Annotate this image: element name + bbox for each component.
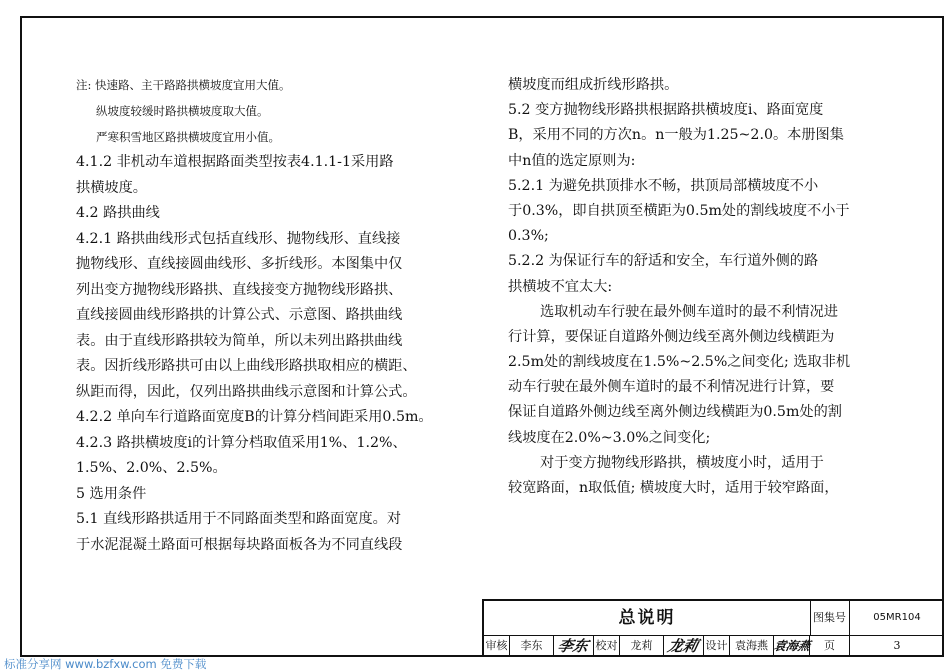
text-line: 5.2.2 为保证行车的舒适和安全，车行道外侧的路 xyxy=(508,253,819,270)
site-watermark: 标准分享网 www.bzfxw.com 免费下载 xyxy=(4,657,207,671)
check-signature xyxy=(664,635,704,657)
text-line: 注: 快速路、主干路路拱横坡度宜用大值。 xyxy=(76,78,291,92)
text-line: 4.2.3 路拱横坡度i的计算分档取值采用1%、1.2%、 xyxy=(76,434,407,451)
text-line: 列出变方抛物线形路拱、直线接变方抛物线形路拱、 xyxy=(76,281,403,298)
text-line: 保证自道路外侧边线至离外侧边线横距为0.5m处的割 xyxy=(508,404,842,421)
text-line: 对于变方抛物线形路拱，横坡度小时，适用于 xyxy=(540,454,824,471)
text-line: 5.1 直线形路拱适用于不同路面类型和路面宽度。对 xyxy=(76,511,402,527)
check-name: 龙莉 xyxy=(620,635,664,657)
check-label: 校对 xyxy=(594,635,620,657)
text-line: 4.1.2 非机动车道根据路面类型按表4.1.1-1采用路 xyxy=(76,154,394,170)
text-line: B，采用不同的方次n。n一般为1.25~2.0。本册图集 xyxy=(508,127,844,144)
text-line: 直线接圆曲线形路拱的计算公式、示意图、路拱曲线 xyxy=(76,307,403,323)
check-signature-text: 龙莉 xyxy=(666,637,701,655)
page-number: 3 xyxy=(893,639,901,652)
design-signature xyxy=(774,635,810,657)
text-line: 4.2.2 单向车行道路面宽度B的计算分档间距采用0.5m。 xyxy=(76,409,433,425)
atlas-number: 05MR104 xyxy=(873,612,921,623)
text-line: 横坡度而组成折线形路拱。 xyxy=(508,77,679,93)
right-text-column xyxy=(508,73,893,501)
text-line: 动车行驶在最外侧车道时的最不利情况进行计算，要 xyxy=(508,379,835,396)
page-label: 页 xyxy=(810,635,850,657)
text-line: 表。由于直线形路拱较为简单，所以未列出路拱曲线 xyxy=(76,332,403,349)
left-text-column xyxy=(76,72,468,558)
review-signature-text: 李东 xyxy=(556,637,591,655)
text-line: 表。因折线形路拱可由以上曲线形路拱取相应的横距、 xyxy=(76,358,417,374)
text-line: 较宽路面，n取低值; 横坡度大时，适用于较窄路面， xyxy=(508,480,839,496)
atlas-number-label: 图集号 xyxy=(810,601,850,635)
text-line: 行计算，要保证自道路外侧边线至离外侧边线横距为 xyxy=(508,328,835,345)
text-line: 于水泥混凝土路面可根据每块路面板各为不同直线段 xyxy=(76,536,403,553)
text-line: 1.5%、2.0%、2.5%。 xyxy=(76,460,227,476)
text-line: 5.2 变方抛物线形路拱根据路拱横坡度i、路面宽度 xyxy=(508,102,824,119)
title-block-row-signatures xyxy=(484,635,944,657)
text-line: 于0.3%，即自拱顶至横距为0.5m处的割线坡度不小于 xyxy=(508,202,850,219)
text-line: 线坡度在2.0%~3.0%之间变化; xyxy=(508,429,711,446)
title-block xyxy=(482,599,944,657)
text-line: 抛物线形、直线接圆曲线形、多折线形。本图集中仅 xyxy=(76,256,403,272)
text-line: 严寒积雪地区路拱横坡度宜用小值。 xyxy=(96,130,280,144)
text-line: 选取机动车行驶在最外侧车道时的最不利情况进 xyxy=(540,303,838,320)
text-line: 中n值的选定原则为: xyxy=(508,152,636,169)
text-line: 4.2 路拱曲线 xyxy=(76,205,160,221)
text-line: 拱横坡度。 xyxy=(76,179,147,196)
text-line: 4.2.1 路拱曲线形式包括直线形、抛物线形、直线接 xyxy=(76,230,401,247)
text-line: 0.3%; xyxy=(508,228,549,245)
review-name: 李东 xyxy=(510,635,554,657)
text-line: 拱横坡不宜太大: xyxy=(508,278,613,295)
text-line: 纵距而得，因此，仅列出路拱曲线示意图和计算公式。 xyxy=(76,383,417,400)
design-name: 袁海燕 xyxy=(730,635,774,657)
text-line: 2.5m处的割线坡度在1.5%~2.5%之间变化; 选取非机 xyxy=(508,354,851,371)
drawing-title: 总说明 xyxy=(484,601,811,635)
text-line: 纵坡度较缓时路拱横坡度取大值。 xyxy=(96,104,269,118)
review-signature xyxy=(554,635,594,657)
title-block-row-top xyxy=(484,601,944,636)
review-label: 审核 xyxy=(484,635,510,657)
design-label: 设计 xyxy=(704,635,730,657)
design-signature-text: 袁海燕 xyxy=(772,639,812,653)
text-line: 5 选用条件 xyxy=(76,485,147,502)
text-line: 5.2.1 为避免拱顶排水不畅，拱顶局部横坡度不小 xyxy=(508,177,819,194)
